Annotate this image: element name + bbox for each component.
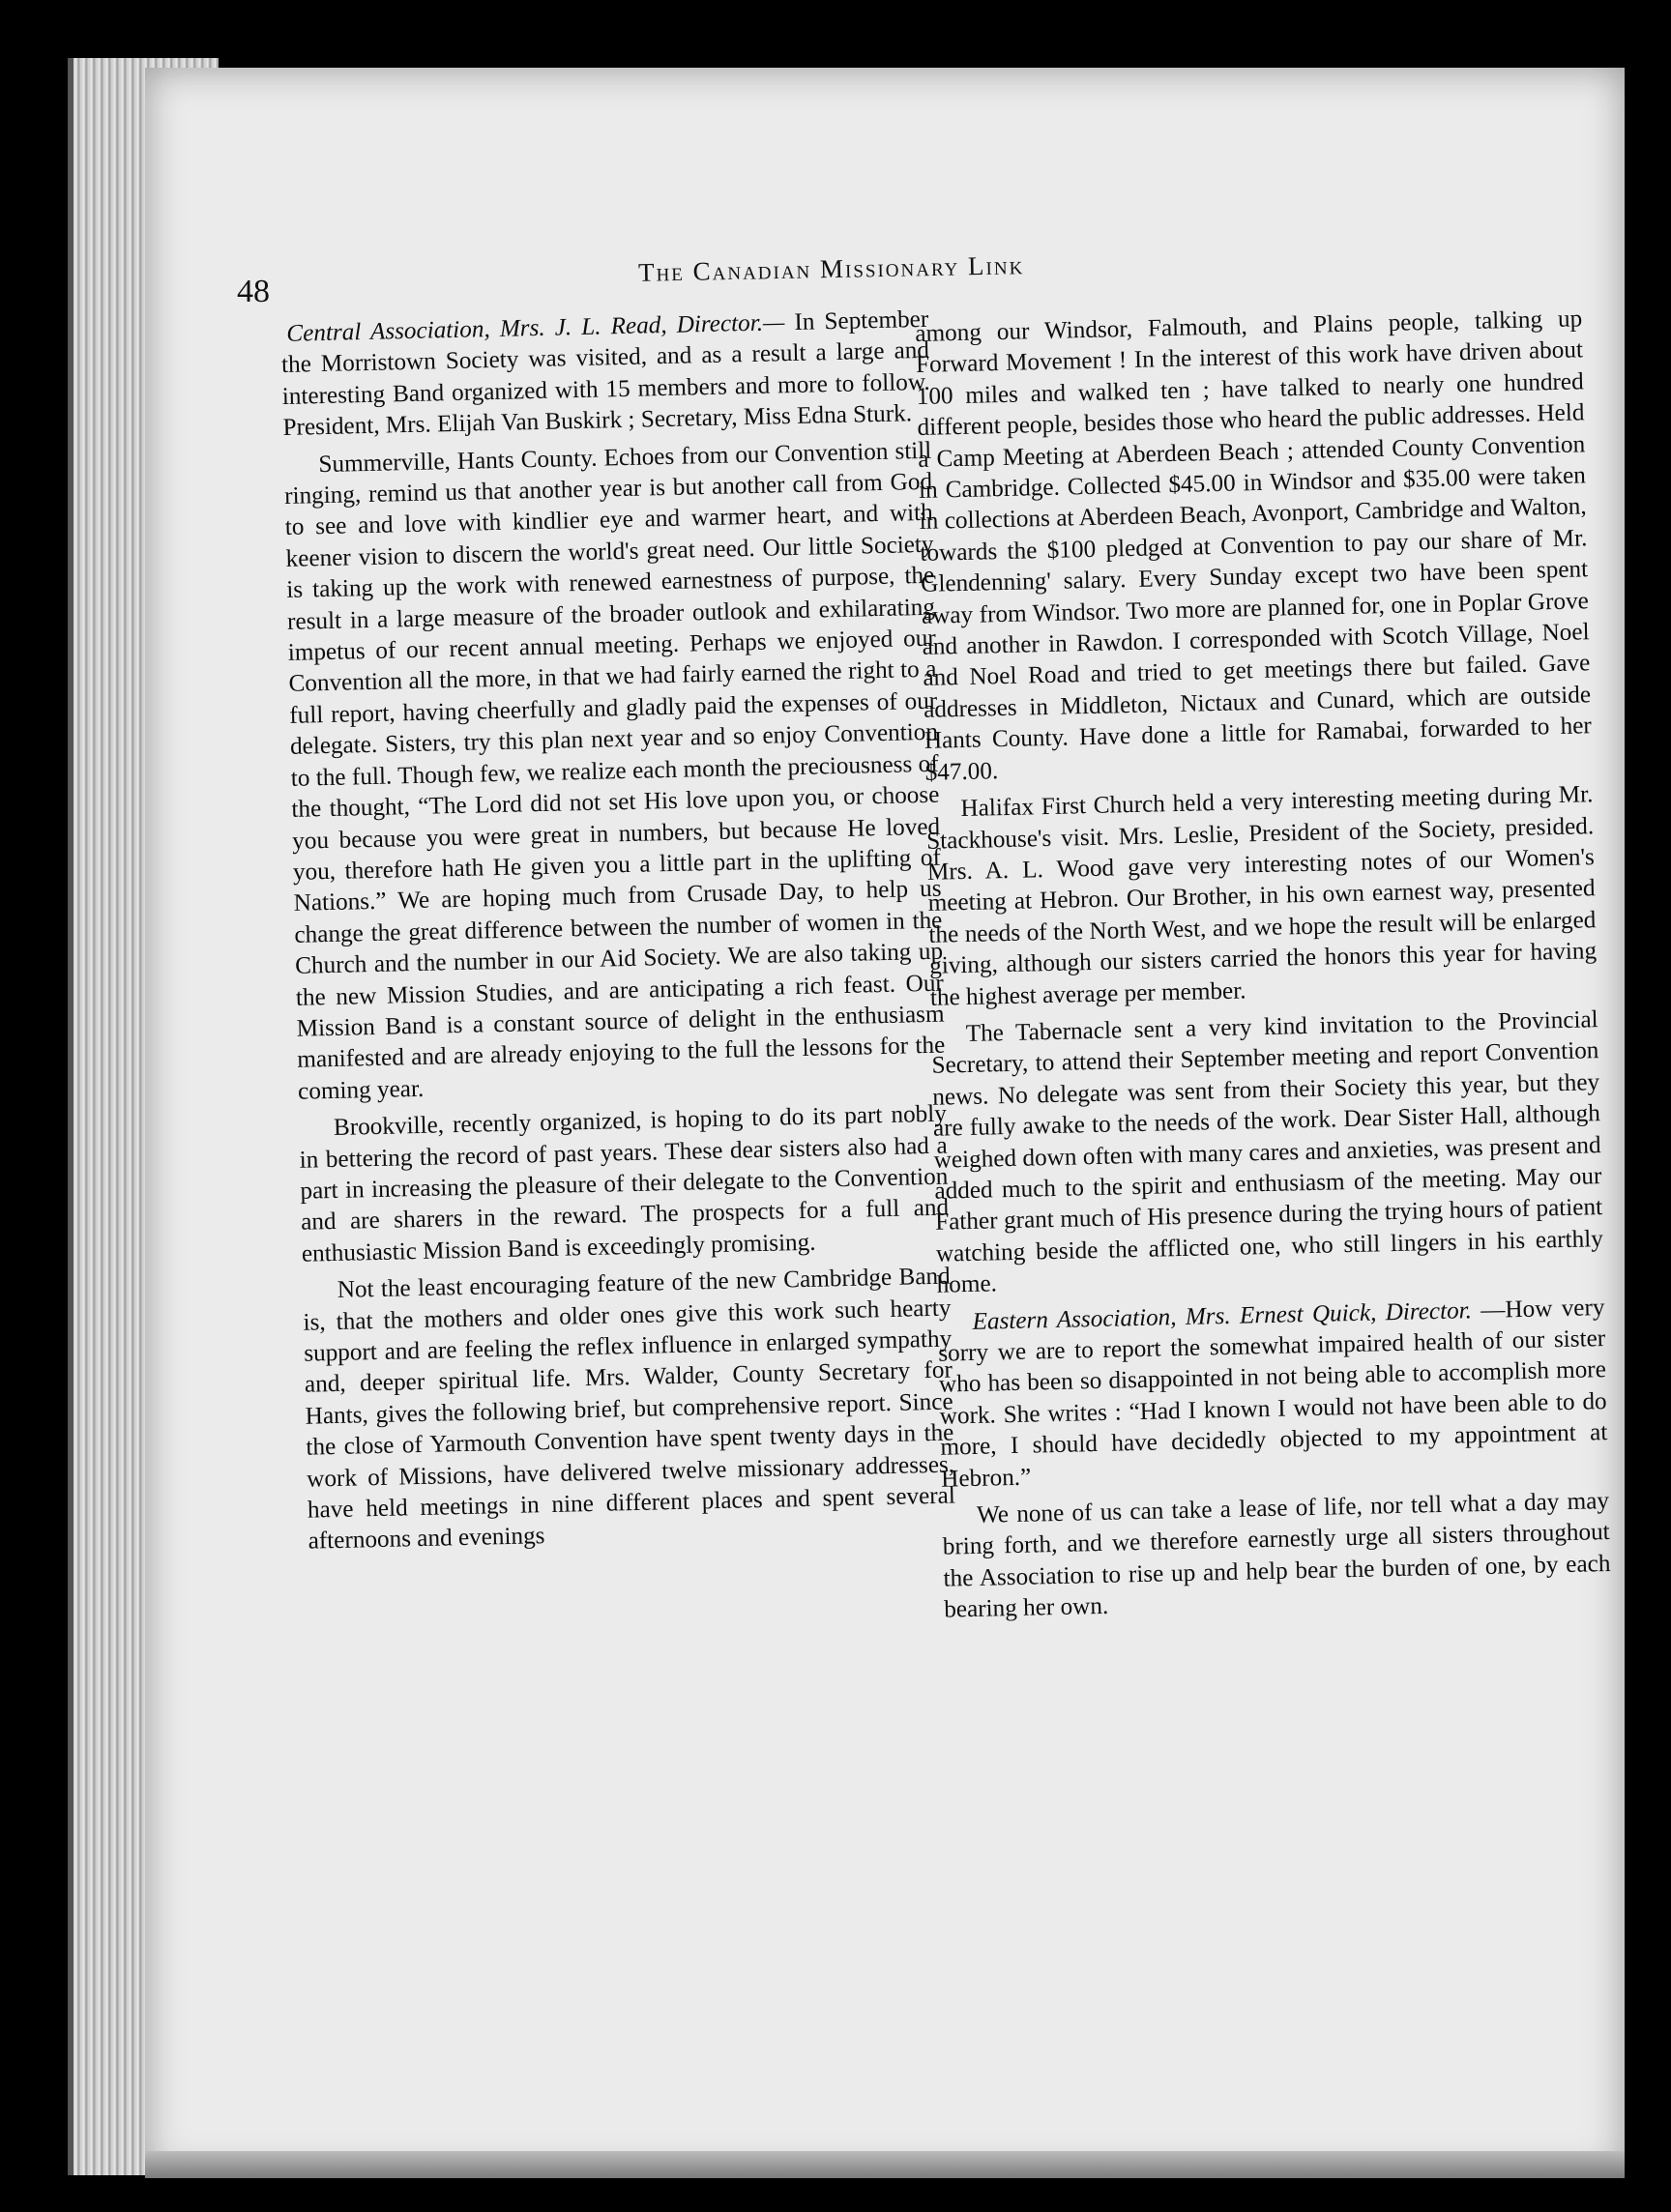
paragraph-windsor-continued bbox=[915, 304, 1593, 789]
paragraph-text: —How very sorry we are to report the somewhat impaired health of our sister who has been so disappointed in not being able to accomplish more work. She writes : “Had I known I would not have been able to do more, I should have decidedly objected to my appointment at Hebron.” bbox=[937, 1294, 1608, 1493]
paragraph-closing-appeal bbox=[942, 1486, 1612, 1626]
running-title: The Canadian Missionary Link bbox=[637, 250, 1025, 287]
paragraph-eastern-association bbox=[937, 1293, 1608, 1496]
paragraph-text: The Tabernacle sent a very kind invitation to the Provincial Secretary, to attend their September meeting and report Convention news. No delegate was sent from their Society this year, but they are fully awake to the needs of the work. Dear Sister Hall, although weighed down often with many cares and anxieties, was present and added much to the spirit and enthusiasm of the meeting. May our Father grant much of His presence during the trying hours of patient watching beside the afflicted one, who still lingers in his earthly home. bbox=[931, 1006, 1604, 1298]
paragraph-summerville bbox=[283, 435, 946, 1108]
paragraph-text: Brookville, recently organized, is hoping to do its part nobly in bettering the record of past years. These dear sisters also had a part in increasing the pleasure of their delegate to the Convention and are sharers in the reward. The prospects for a full and enthusiastic Mission Band is exceedingly promising. bbox=[299, 1100, 950, 1267]
paragraph-text: Not the least encouraging feature of the new Cambridge Band is, that the mothers and older ones give this work such hearty support and are feeling the reflex influence in enlarged sympathy and, deeper spiritual life. Mrs. Walder, County Secretary for Hants, gives the following brief, but comprehensive report. Since the close of Yarmouth Convention have spent twenty days in the work of Missions, have delivered twelve missionary addresses, have held meetings in nine different places and spent several afternoons and evenings bbox=[303, 1263, 956, 1556]
section-heading: Eastern Association, Mrs. Ernest Quick, Director. bbox=[972, 1296, 1473, 1335]
paragraph-cambridge-band bbox=[302, 1262, 955, 1558]
paragraph-text: Halifax First Church held a very interesting meeting during Mr. Stackhouse's visit. Mrs. Leslie, President of the Society, presided. Mrs. A. L. Wood gave very interesting notes of our Women's meeting at Hebron. Our Brother, in his own earnest way, presented the needs of the North West, and we hope the result will be enlarged giving, although our sisters carried the honors this year for having the highest average per member. bbox=[925, 781, 1598, 1011]
paragraph-tabernacle bbox=[930, 1004, 1603, 1301]
paragraph-text: We none of us can take a lease of life, nor tell what a day may bring forth, and we therefore earnestly urge all sisters throughout the Association to rise up and help bear the burden of one, by each bearing her own. bbox=[942, 1488, 1611, 1623]
paragraph-halifax-first-church bbox=[925, 779, 1598, 1013]
page-number: 48 bbox=[237, 274, 270, 309]
scan-edge-bar bbox=[1638, 0, 1657, 203]
right-column bbox=[915, 304, 1612, 1632]
paragraph-text: In September the Morristown Society was visited, and as a result a large and interesting Band organized with 15 members and more to follow. President, Mrs. Elijah Van Buskirk ; Secretary, Miss Edna Sturk. bbox=[280, 306, 930, 442]
paragraph-text: Summerville, Hants County. Echoes from our Convention still ringing, remind us that another year is but another call from God to see and love with kindlier eye and warmer heart, and with keener vision to discern the world's great need. Our little Society is taking up the work with renewed earnestness of purpose, the result in a large measure of the broader outlook and exhilarating impetus of our recent annual meeting. Perhaps we enjoyed our Convention all the more, in that we had fairly earned the right to a full report, having cheerfully and gladly paid the expenses of our delegate. Sisters, try this plan next year and so enjoy Convention to the full. Though few, we realize each month the preciousness of the thought, “The Lord did not set His love upon you, or choose you because you were great in numbers, but because He loved you, therefore hath He given you a little part in the uplifting of Nations.” We are hoping much from Crusade Day, to help us change the great difference between the number of women in the Church and the number in our Aid Society. We are also taking up the new Mission Studies, and are anticipating a rich feast. Our Mission Band is a constant source of delight in the enthusiasm manifested and are already enjoying to the full the lessons for the coming year. bbox=[283, 437, 946, 1105]
paragraph-brookville bbox=[299, 1099, 951, 1270]
paragraph-central-association bbox=[280, 305, 931, 445]
left-column bbox=[280, 305, 956, 1564]
section-heading: Central Association, Mrs. J. L. Read, Director.— bbox=[286, 309, 785, 347]
paragraph-text: among our Windsor, Falmouth, and Plains people, talking up Forward Movement ! In the interest of this work have driven about 100 miles and walked ten ; have talked to nearly one hundred different people, besides those who heard the public addresses. Held a Camp Meeting at Aberdeen Beach ; attended County Convention in Cambridge. Collected $45.00 in Windsor and $35.00 were taken in collections at Aberdeen Beach, Avonport, Cambridge and Walton, towards the $100 pledged at Convention to pay our share of Mr. Glendenning' salary. Every Sunday except two have been spent away from Windsor. Two more are planned for, one in Poplar Grove and another in Rawdon. I corresponded with Scotch Village, Noel and Noel Road and tried to get meetings there but failed. Gave addresses in Middleton, Nictaux and Cunard, which are outside Hants County. Have done a little for Ramabai, forwarded to her $47.00. bbox=[915, 306, 1593, 786]
page-bottom-edge bbox=[145, 2151, 1625, 2178]
